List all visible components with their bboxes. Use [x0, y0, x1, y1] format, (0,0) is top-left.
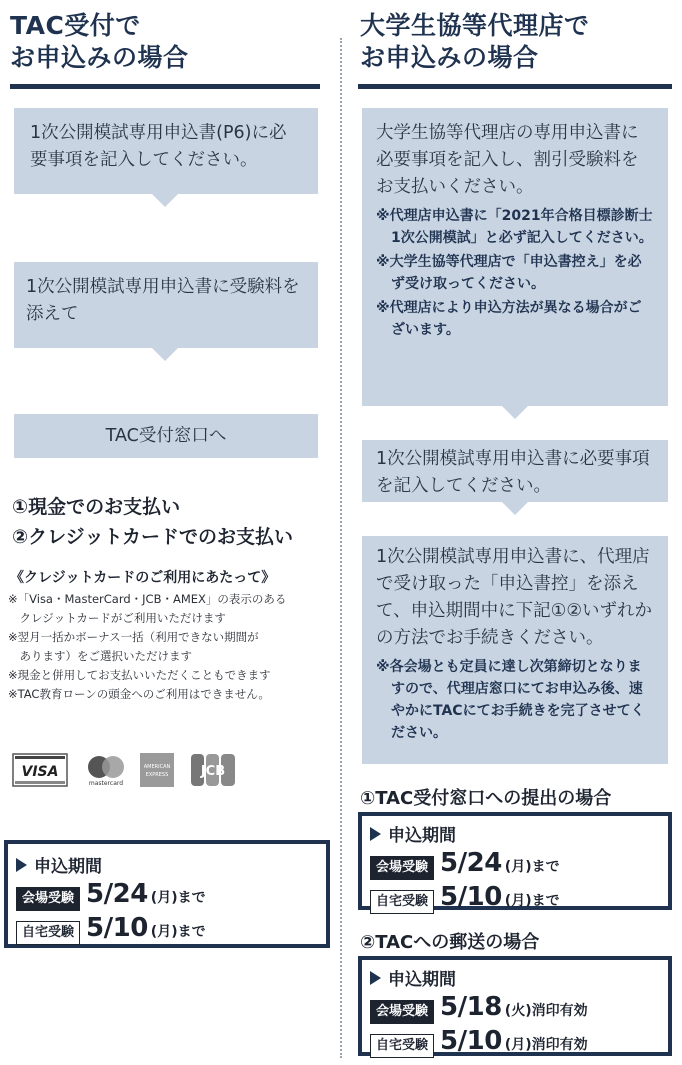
left-step1-text: 1次公開模試専用申込書(P6)に必要事項を記入してください。	[30, 123, 287, 170]
home-exam-date: 5/10	[440, 1026, 502, 1056]
right-title-line1: 大学生協等代理店で	[360, 11, 590, 40]
venue-exam-suffix: (月)まで	[504, 859, 560, 875]
left-pay-credit: ②クレジットカードでのお支払い	[12, 526, 294, 548]
right-period2-label: 申込期間	[388, 970, 456, 990]
card-note-2b: あります）をご選択いただけます	[8, 649, 192, 663]
venue-exam-suffix: (月)まで	[150, 890, 206, 906]
jcb-logo	[190, 753, 236, 787]
card-notes	[8, 590, 286, 704]
left-title-rule	[10, 84, 320, 89]
venue-exam-tag: 会場受験	[370, 856, 434, 880]
right-period1-label: 申込期間	[388, 826, 456, 846]
card-note-2: ※翌月一括かボーナス一括（利用できない期間が	[8, 630, 259, 644]
right-period1-box	[358, 812, 672, 910]
left-step2-text: 1次公開模試専用申込書に受験料を添えて	[26, 277, 300, 324]
home-exam-tag: 自宅受験	[370, 890, 434, 914]
right-step1-arrow	[502, 406, 528, 419]
venue-exam-tag: 会場受験	[16, 887, 80, 911]
venue-exam-date: 5/24	[86, 879, 148, 909]
right-step2-box	[362, 440, 668, 502]
visa-logo	[12, 753, 68, 787]
home-exam-tag: 自宅受験	[16, 921, 80, 945]
left-step1-arrow	[152, 194, 178, 207]
venue-exam-date: 5/18	[440, 992, 502, 1022]
venue-exam-tag: 会場受験	[370, 1000, 434, 1024]
home-exam-tag: 自宅受験	[370, 1034, 434, 1058]
right-step3-box	[362, 536, 668, 764]
home-exam-suffix: (月)消印有効	[504, 1037, 588, 1053]
svg-text:JCB: JCB	[200, 764, 226, 779]
right-step2-text: 1次公開模試専用申込書に必要事項を記入してください。	[376, 449, 650, 496]
card-note-1b: クレジットカードがご利用いただけます	[8, 611, 226, 625]
right-period2-row-home	[370, 1026, 660, 1058]
left-title-line2: お申込みの場合	[10, 43, 189, 72]
home-exam-suffix: (月)まで	[150, 924, 206, 940]
left-pay-cash: ①現金でのお支払い	[12, 496, 181, 518]
left-period-row-venue	[16, 879, 318, 911]
left-title	[10, 10, 189, 74]
home-exam-suffix: (月)まで	[504, 893, 560, 909]
right-title-rule	[358, 84, 672, 89]
card-note-3: ※現金と併用してお支払いいただくこともできます	[8, 668, 271, 682]
right-title	[360, 10, 590, 74]
venue-exam-date: 5/24	[440, 848, 502, 878]
right-sub-mail: ②TACへの郵送の場合	[360, 932, 540, 953]
home-exam-date: 5/10	[440, 882, 502, 912]
card-note-1: ※「Visa・MasterCard・JCB・AMEX」の表示のある	[8, 592, 287, 606]
right-step2-arrow	[502, 502, 528, 515]
left-step2-box	[14, 262, 318, 348]
left-period-head	[16, 852, 318, 877]
left-title-line1: TAC受付で	[10, 11, 141, 40]
card-note-4: ※TAC教育ローンの頭金へのご利用はできません。	[8, 687, 270, 701]
right-step1-note-1: ※代理店申込書に「2021年合格目標診断士1次公開模試」と必ず記入してください。	[376, 208, 653, 246]
mastercard-logo	[82, 753, 130, 787]
triangle-icon	[370, 971, 381, 985]
right-period2-head	[370, 965, 660, 990]
left-step3-box	[14, 414, 318, 458]
triangle-icon	[370, 827, 381, 841]
right-step3-text: 1次公開模試専用申込書に、代理店で受け取った「申込書控」を添えて、申込期間中に下記①②いずれかの方法でお手続きください。	[376, 547, 653, 648]
right-period2-row-venue	[370, 992, 660, 1024]
right-step3-note: ※各会場とも定員に達し次第締切となりますので、代理店窓口にてお申込み後、速やかにTACにてお手続きを完了させてください。	[376, 659, 645, 741]
right-sub-counter: ①TAC受付窓口への提出の場合	[360, 788, 612, 809]
right-period1-head	[370, 821, 660, 846]
card-logos	[12, 753, 242, 789]
svg-text:mastercard: mastercard	[88, 780, 124, 787]
left-period-label: 申込期間	[34, 857, 102, 877]
right-period1-row-home	[370, 882, 660, 914]
right-period2-box	[358, 956, 672, 1056]
right-step1-notes	[376, 205, 654, 341]
right-step1-box	[362, 108, 668, 406]
triangle-icon	[16, 858, 27, 872]
left-period-box	[4, 840, 330, 948]
card-usage-title: 《クレジットカードのご利用にあたって》	[10, 570, 276, 586]
right-title-line2: お申込みの場合	[360, 43, 539, 72]
column-divider	[340, 38, 342, 1058]
svg-text:AMERICAN: AMERICAN	[143, 764, 171, 770]
left-period-row-home	[16, 913, 318, 945]
right-step1-note-3: ※代理店により申込方法が異なる場合がございます。	[376, 300, 642, 338]
svg-text:EXPRESS: EXPRESS	[145, 772, 169, 778]
home-exam-date: 5/10	[86, 913, 148, 943]
left-step1-box	[14, 108, 318, 194]
left-step2-arrow	[152, 348, 178, 361]
right-period1-row-venue	[370, 848, 660, 880]
amex-logo	[140, 753, 174, 787]
right-step1-text: 大学生協等代理店の専用申込書に必要事項を記入し、割引受験料をお支払いください。	[376, 123, 639, 197]
left-step3-text: TAC受付窓口へ	[105, 425, 227, 446]
venue-exam-suffix: (火)消印有効	[504, 1003, 588, 1019]
right-step1-note-2: ※大学生協等代理店で「申込書控え」を必ず受け取ってください。	[376, 254, 642, 292]
svg-text:VISA: VISA	[21, 764, 59, 780]
